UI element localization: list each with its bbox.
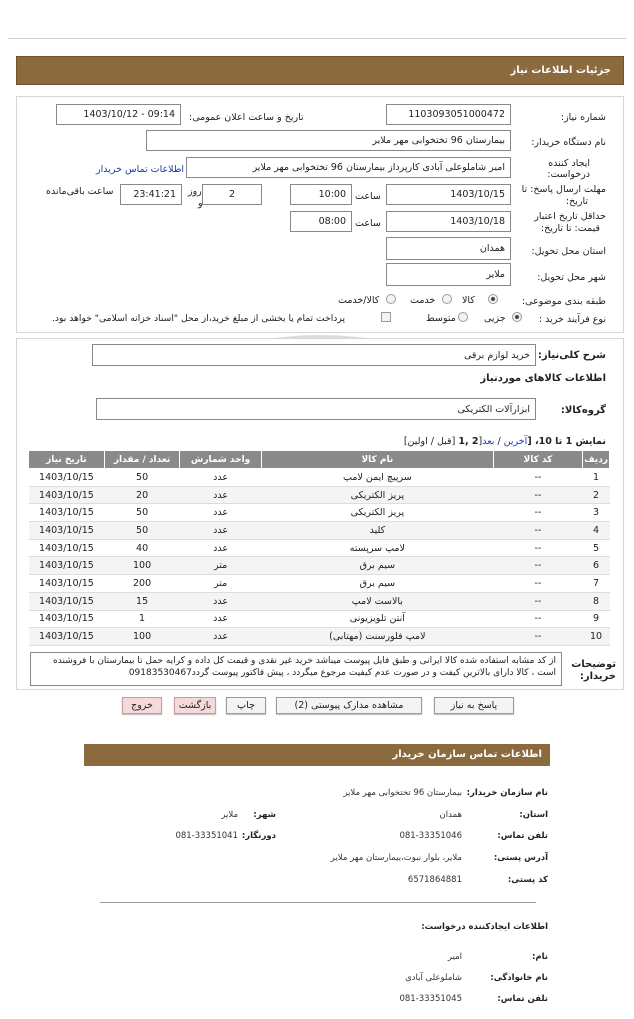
contact-province-value: همدان bbox=[439, 810, 462, 820]
row-name: سیم برق bbox=[261, 575, 493, 593]
remaining-time-field: 23:41:21 bbox=[120, 184, 182, 205]
row-unit: عدد bbox=[180, 592, 262, 610]
price-validity-time-label: ساعت bbox=[355, 218, 381, 229]
contact-province-label: استان: bbox=[519, 810, 548, 820]
row-code: -- bbox=[493, 522, 582, 540]
contact-org-label: نام سازمان خریدار: bbox=[466, 788, 548, 798]
row-unit: عدد bbox=[180, 486, 262, 504]
summary-field: خرید لوازم برقی bbox=[92, 344, 536, 366]
row-qty: 20 bbox=[104, 486, 180, 504]
category-radio-goods-service[interactable] bbox=[386, 294, 396, 304]
row-date: 1403/10/15 bbox=[29, 469, 105, 487]
row-number: 2 bbox=[583, 486, 610, 504]
treasury-bonds-note: پرداخت تمام یا بخشی از مبلغ خرید،از محل "اسناد خزانه اسلامی" خواهد بود. bbox=[52, 313, 345, 324]
category-radio-goods[interactable] bbox=[488, 294, 498, 304]
row-qty: 100 bbox=[104, 628, 180, 646]
price-validity-time-field: 08:00 bbox=[290, 211, 352, 232]
remaining-time-label: ساعت باقی‌مانده bbox=[46, 186, 114, 197]
table-row bbox=[29, 539, 610, 557]
price-validity-label-1: حداقل تاریخ اعتبار bbox=[534, 211, 606, 222]
col-unit: واحد شمارش bbox=[180, 451, 262, 469]
goods-table-header bbox=[29, 451, 610, 469]
reply-date-field: 1403/10/15 bbox=[386, 184, 511, 205]
attachments-button[interactable]: مشاهده مدارک پیوستی (2) bbox=[276, 697, 422, 714]
contact-phone-value: 081-33351046 bbox=[399, 831, 462, 841]
contact-city-value: ملایر bbox=[221, 810, 238, 820]
pagination-next-link[interactable]: بعد bbox=[482, 436, 495, 447]
requester-field: امیر شاملوعلی آبادی کارپرداز بیمارستان 96 تختخوابی مهر ملایر bbox=[186, 157, 511, 178]
pagination-last-link[interactable]: آخرین bbox=[503, 436, 528, 447]
reply-time-label: ساعت bbox=[355, 191, 381, 202]
delivery-province-field: همدان bbox=[386, 237, 511, 260]
top-divider bbox=[8, 38, 626, 39]
contact-address-value: ملایر، بلوار نبوت،بیمارستان مهر ملایر bbox=[330, 853, 462, 863]
buyer-org-label: نام دستگاه خریدار: bbox=[531, 137, 606, 148]
row-unit: عدد bbox=[180, 469, 262, 487]
row-name: سیم برق bbox=[261, 557, 493, 575]
row-name: بالاست لامپ bbox=[261, 592, 493, 610]
creator-name-label: نام: bbox=[531, 952, 548, 962]
announce-date-label: تاریخ و ساعت اعلان عمومی: bbox=[189, 112, 304, 123]
table-row bbox=[29, 592, 610, 610]
print-button[interactable]: چاپ bbox=[226, 697, 266, 714]
row-unit: عدد bbox=[180, 504, 262, 522]
col-qty: تعداد / مقدار bbox=[104, 451, 180, 469]
contact-section-title: اطلاعات تماس سازمان خریدار bbox=[84, 744, 550, 766]
contact-city-label: شهر: bbox=[253, 810, 276, 820]
buyer-notes-label-2: خریدار: bbox=[579, 671, 616, 682]
contact-address-label: آدرس پستی: bbox=[493, 853, 548, 863]
row-code: -- bbox=[493, 469, 582, 487]
pagination-sep: / bbox=[494, 436, 504, 447]
col-date: تاریخ نیاز bbox=[29, 451, 105, 469]
process-option-minor: جزیی bbox=[484, 313, 506, 324]
goods-info-title: اطلاعات کالاهای موردنیاز bbox=[480, 373, 606, 384]
row-code: -- bbox=[493, 628, 582, 646]
process-option-medium: متوسط bbox=[426, 313, 456, 324]
price-validity-label-2: قیمت: تا تاریخ: bbox=[540, 223, 600, 234]
col-row: ردیف bbox=[583, 451, 610, 469]
creator-name-value: امیر bbox=[447, 952, 462, 962]
row-unit: عدد bbox=[180, 628, 262, 646]
goods-group-label: گروه‌کالا: bbox=[560, 405, 606, 416]
contact-postal-value: 6571864881 bbox=[407, 875, 462, 885]
row-number: 3 bbox=[583, 504, 610, 522]
row-unit: متر bbox=[180, 557, 262, 575]
row-number: 1 bbox=[583, 469, 610, 487]
row-name: آنتن تلویزیونی bbox=[261, 610, 493, 628]
col-code: کد کالا bbox=[493, 451, 582, 469]
row-date: 1403/10/15 bbox=[29, 628, 105, 646]
row-date: 1403/10/15 bbox=[29, 575, 105, 593]
row-name: لامپ سرپسته bbox=[261, 539, 493, 557]
row-name: پریز الکتریکی bbox=[261, 486, 493, 504]
price-validity-date-field: 1403/10/18 bbox=[386, 211, 511, 232]
contact-fax-label: دورنگار: bbox=[241, 831, 276, 841]
pagination-range: نمایش 1 تا 10، [ bbox=[527, 436, 606, 447]
category-option-service: خدمت bbox=[410, 295, 436, 306]
row-number: 6 bbox=[583, 557, 610, 575]
summary-label: شرح کلی‌نیاز: bbox=[537, 350, 606, 361]
row-name: پریز الکتریکی bbox=[261, 504, 493, 522]
row-code: -- bbox=[493, 486, 582, 504]
need-number-field: 1103093051000472 bbox=[386, 104, 511, 125]
creator-phone-value: 081-33351045 bbox=[399, 994, 462, 1004]
contact-fax-value: 081-33351041 bbox=[175, 831, 238, 841]
process-radio-minor[interactable] bbox=[512, 312, 522, 322]
row-qty: 1 bbox=[104, 610, 180, 628]
row-qty: 50 bbox=[104, 504, 180, 522]
pagination-pages[interactable]: 2 ,1 bbox=[458, 436, 479, 447]
category-option-goods: کالا bbox=[462, 295, 475, 306]
goods-table-body bbox=[29, 469, 610, 646]
row-unit: عدد bbox=[180, 610, 262, 628]
row-date: 1403/10/15 bbox=[29, 592, 105, 610]
row-qty: 50 bbox=[104, 522, 180, 540]
table-row bbox=[29, 610, 610, 628]
goods-table bbox=[28, 450, 610, 646]
days-label: روز bbox=[188, 186, 202, 197]
row-code: -- bbox=[493, 539, 582, 557]
back-button[interactable]: بازگشت bbox=[174, 697, 216, 714]
row-date: 1403/10/15 bbox=[29, 557, 105, 575]
row-date: 1403/10/15 bbox=[29, 504, 105, 522]
days-remaining-field: 2 bbox=[202, 184, 262, 205]
delivery-province-label: استان محل تحویل: bbox=[531, 246, 606, 257]
row-date: 1403/10/15 bbox=[29, 522, 105, 540]
buyer-notes-label-1: توضیحات bbox=[571, 659, 616, 670]
row-code: -- bbox=[493, 592, 582, 610]
creator-family-value: شاملوعلی آبادی bbox=[405, 973, 462, 983]
reply-deadline-label-2: تاریخ: bbox=[565, 196, 588, 207]
row-name: سرپیچ ایمن لامپ bbox=[261, 469, 493, 487]
row-unit: عدد bbox=[180, 539, 262, 557]
buyer-notes-field: از کد مشابه استفاده شده کالا ایرانی و طبق فایل پیوست میباشد خرید غیر نقدی و قیمت کل داده و کرایه حمل تا بیمارستان با فروشنده است ، کالا دارای بالاترین کیفت و در صورت عدم کیفیت مرجوع میگردد ، پیش فاکتور پیوست گردد09183530467 bbox=[30, 652, 562, 686]
page-title: جزئیات اطلاعات نیاز bbox=[16, 56, 624, 85]
need-number-label: شماره نیاز: bbox=[560, 112, 606, 123]
buyer-org-field: بیمارستان 96 تختخوابی مهر ملایر bbox=[146, 130, 511, 151]
pagination: نمایش 1 تا 10، [آخرین / بعد[2 ,1 [قبل / اولین] bbox=[403, 436, 606, 447]
row-code: -- bbox=[493, 557, 582, 575]
table-row bbox=[29, 557, 610, 575]
process-radio-medium[interactable] bbox=[458, 312, 468, 322]
row-date: 1403/10/15 bbox=[29, 486, 105, 504]
row-qty: 50 bbox=[104, 469, 180, 487]
table-row bbox=[29, 469, 610, 487]
reply-button[interactable]: پاسخ به نیاز bbox=[434, 697, 514, 714]
and-label: و bbox=[198, 198, 203, 209]
reply-deadline-label-1: مهلت ارسال پاسخ: تا bbox=[521, 184, 606, 195]
row-qty: 200 bbox=[104, 575, 180, 593]
category-label: طبقه بندی موضوعی: bbox=[521, 296, 606, 307]
row-number: 5 bbox=[583, 539, 610, 557]
row-number: 4 bbox=[583, 522, 610, 540]
buyer-contact-link[interactable]: اطلاعات تماس خریدار bbox=[96, 164, 185, 175]
treasury-bonds-checkbox[interactable] bbox=[381, 312, 391, 322]
pagination-tail: [قبل / اولین] bbox=[403, 436, 459, 447]
table-row bbox=[29, 486, 610, 504]
row-name: کلید bbox=[261, 522, 493, 540]
reply-time-field: 10:00 bbox=[290, 184, 352, 205]
delivery-city-label: شهر محل تحویل: bbox=[537, 272, 606, 283]
creator-phone-label: تلفن تماس: bbox=[497, 994, 548, 1004]
table-row bbox=[29, 628, 610, 646]
row-unit: عدد bbox=[180, 522, 262, 540]
row-number: 10 bbox=[583, 628, 610, 646]
goods-group-field: ابزارآلات الکتریکی bbox=[96, 398, 536, 420]
row-code: -- bbox=[493, 504, 582, 522]
row-qty: 15 bbox=[104, 592, 180, 610]
contact-phone-label: تلفن تماس: bbox=[497, 831, 548, 841]
announce-date-field: 1403/10/12 - 09:14 bbox=[56, 104, 181, 125]
table-row bbox=[29, 575, 610, 593]
creator-section-title: اطلاعات ایجادکننده درخواست: bbox=[421, 922, 548, 932]
requester-label-1: ایجاد کننده bbox=[548, 158, 590, 169]
creator-family-label: نام خانوادگی: bbox=[490, 973, 548, 983]
row-number: 8 bbox=[583, 592, 610, 610]
category-option-goods-service: کالا/خدمت bbox=[338, 295, 380, 306]
col-name: نام کالا bbox=[261, 451, 493, 469]
table-row bbox=[29, 504, 610, 522]
table-row bbox=[29, 522, 610, 540]
row-qty: 40 bbox=[104, 539, 180, 557]
row-code: -- bbox=[493, 610, 582, 628]
row-unit: متر bbox=[180, 575, 262, 593]
contact-postal-label: کد پستی: bbox=[507, 875, 548, 885]
category-radio-service[interactable] bbox=[442, 294, 452, 304]
row-code: -- bbox=[493, 575, 582, 593]
requester-label-2: درخواست: bbox=[547, 169, 590, 180]
contact-org-value: بیمارستان 96 تختخوابی مهر ملایر bbox=[343, 788, 462, 798]
row-number: 7 bbox=[583, 575, 610, 593]
row-qty: 100 bbox=[104, 557, 180, 575]
contact-divider bbox=[100, 902, 536, 903]
delivery-city-field: ملایر bbox=[386, 263, 511, 286]
row-date: 1403/10/15 bbox=[29, 610, 105, 628]
exit-button[interactable]: خروج bbox=[122, 697, 162, 714]
row-number: 9 bbox=[583, 610, 610, 628]
row-date: 1403/10/15 bbox=[29, 539, 105, 557]
row-name: لامپ فلورسنت (مهتابی) bbox=[261, 628, 493, 646]
process-type-label: نوع فرآیند خرید : bbox=[538, 314, 606, 325]
